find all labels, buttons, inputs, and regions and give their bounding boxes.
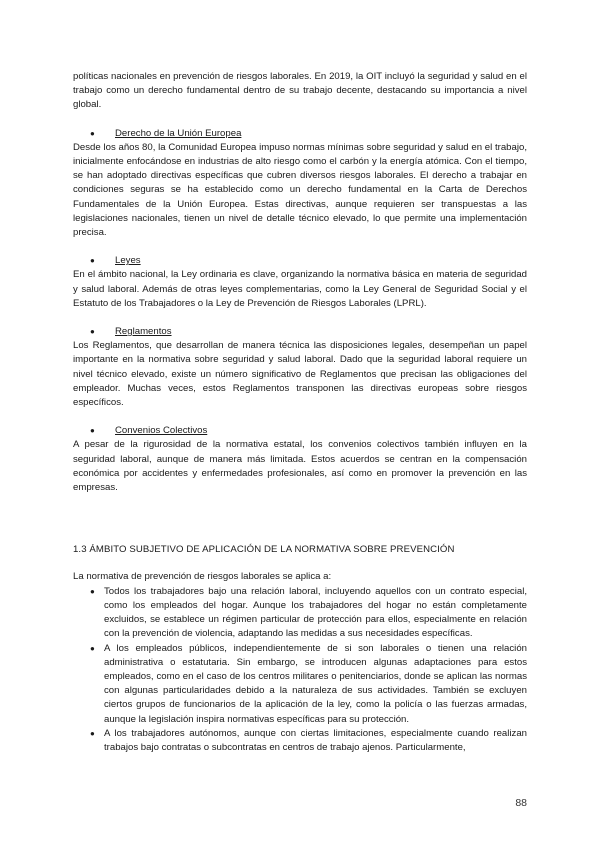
bullet-icon: ● xyxy=(90,586,95,596)
section-title: Convenios Colectivos xyxy=(115,425,208,437)
list-item-text: A los empleados públicos, independientemente de si son laborales o tienen una relación administrativa o estatutaria. Sin embargo, se introducen algunas adaptaciones para estos empleados, como en el caso de los centros militares o penitenciarios, donde se aplican las normas con algunas particularidades debido a la naturaleza de sus actividades. También se excluyen ciertos grupos de funcionarios de la aplicación de la ley, como la policía o las fuerzas armadas, aunque la legislación inspira normativas específicas para su protección. xyxy=(104,642,527,725)
list-item-text: A los trabajadores autónomos, aunque con ciertas limitaciones, especialmente cuando realizan trabajos bajo contratas o subcontratas en centros de trabajo ajenos. Particularmente, xyxy=(104,727,527,753)
scope-list xyxy=(73,585,527,755)
bullet-icon: ● xyxy=(90,728,95,738)
list-item xyxy=(73,585,527,642)
section-body: Los Reglamentos, que desarrollan de manera técnica las disposiciones legales, desempeñan un papel importante en la normativa sobre seguridad y salud laboral. Dado que la seguridad laboral requiere un nivel técnico elevado, existe un número significativo de Reglamentos que precisan las obligaciones del empleador. Muchas veces, estos Reglamentos transponen las directivas europeas sobre riesgos específicos. xyxy=(73,340,527,409)
bullet-icon: ● xyxy=(90,426,95,436)
bullet-icon: ● xyxy=(90,256,95,266)
bullet-icon: ● xyxy=(90,643,95,653)
list-item xyxy=(73,642,527,727)
page-number: 88 xyxy=(515,797,527,809)
section-eu-law xyxy=(73,127,527,241)
list-item xyxy=(73,727,527,755)
section-regulations xyxy=(73,325,527,410)
section-title: Leyes xyxy=(115,255,141,267)
section-title: Reglamentos xyxy=(115,326,172,338)
bullet-icon: ● xyxy=(90,327,95,337)
document-page xyxy=(73,70,527,755)
section-body: Desde los años 80, la Comunidad Europea impuso normas mínimas sobre seguridad y salud en el trabajo, inicialmente enfocándose en industrias de alto riesgo como el carbón y la energía atómica. Con el tiempo, se han adoptado directivas específicas que cubren diversos riesgos laborales. El derecho a trabajar en condiciones seguras se ha establecido como un derecho fundamental en la Carta de Derechos Fundamentales de la Unión Europea. Estas directivas, aunque requieren ser transpuestas a las legislaciones nacionales, tienen un nivel de detalle técnico elevado, lo que permite una implementación precisa. xyxy=(73,141,527,239)
section-collective-agreements xyxy=(73,424,527,495)
bullet-icon: ● xyxy=(90,128,95,138)
section-title: Derecho de la Unión Europea xyxy=(115,127,242,139)
section-heading: 1.3 ÁMBITO SUBJETIVO DE APLICACIÓN DE LA NORMATIVA SOBRE PREVENCIÓN xyxy=(73,544,455,556)
section-body: A pesar de la rigurosidad de la normativa estatal, los convenios colectivos también influyen en la seguridad laboral, aunque de manera más limitada. Estos acuerdos se centran en la compensación económica por accidentes y enfermedades profesionales, así como en promover la prevención en las empresas. xyxy=(73,439,527,494)
intro-paragraph: políticas nacionales en prevención de riesgos laborales. En 2019, la OIT incluyó la seguridad y salud en el trabajo como un derecho fundamental dentro de su trabajo decente, destacando su importancia a nivel global. xyxy=(73,71,527,111)
lead-text: La normativa de prevención de riesgos laborales se aplica a: xyxy=(73,571,332,583)
list-item-text: Todos los trabajadores bajo una relación laboral, incluyendo aquellos con un contrato especial, como los empleados del hogar. Aunque los trabajadores del hogar no están completamente excluidos, se establece un régimen particular de protección para ellos, especialmente en relación con la prevención de violencia, adaptando las medidas a sus necesidades específicas. xyxy=(104,585,527,640)
section-laws xyxy=(73,254,527,311)
section-body: En el ámbito nacional, la Ley ordinaria es clave, organizando la normativa básica en materia de seguridad y salud laboral. Además de otras leyes complementarias, como la Ley General de Seguridad Social y el Estatuto de los Trabajadores o la Ley de Prevención de Riesgos Laborales (LPRL). xyxy=(73,269,527,309)
